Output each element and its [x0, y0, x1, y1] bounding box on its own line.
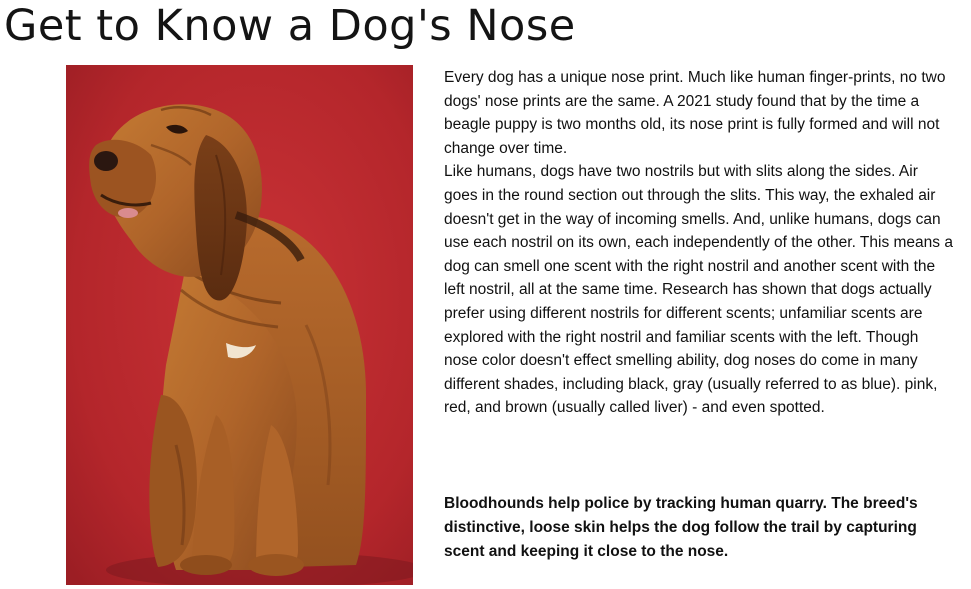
- article-paragraph: Every dog has a unique nose print. Much like human finger-prints, no two dogs' nose prints are the same. A 2021 study found that by the time a beagle puppy is two months old, its nose print is fully formed and will not change over time.: [444, 69, 946, 157]
- article-body: [444, 66, 954, 420]
- bloodhound-illustration: [66, 65, 413, 585]
- page-title: Get to Know a Dog's Nose: [4, 1, 576, 51]
- nose-icon: [94, 151, 118, 171]
- bloodhound-photo: [66, 65, 413, 585]
- image-caption: Bloodhounds help police by tracking human quarry. The breed's distinctive, loose skin helps the dog follow the trail by capturing scent and keeping it close to the nose.: [444, 494, 918, 560]
- article-paragraph: Like humans, dogs have two nostrils but with slits along the sides. Air goes in the round section out through the slits. This way, the exhaled air doesn't get in the way of incoming smells. And, unlike humans, dogs can use each nostril on its own, each independently of the other. This means a dog can smell one scent with the right nostril and another scent with the left nostril, all at the same time. Research has shown that dogs actually prefer using different nostrils for different scents; unfamiliar scents are explored with the right nostril and familiar scents with the left. Though nose color doesn't effect smelling ability, dog noses do come in many different shades, including black, gray (usually referred to as blue). pink, red, and brown (usually called liver) - and even spotted.: [444, 163, 953, 417]
